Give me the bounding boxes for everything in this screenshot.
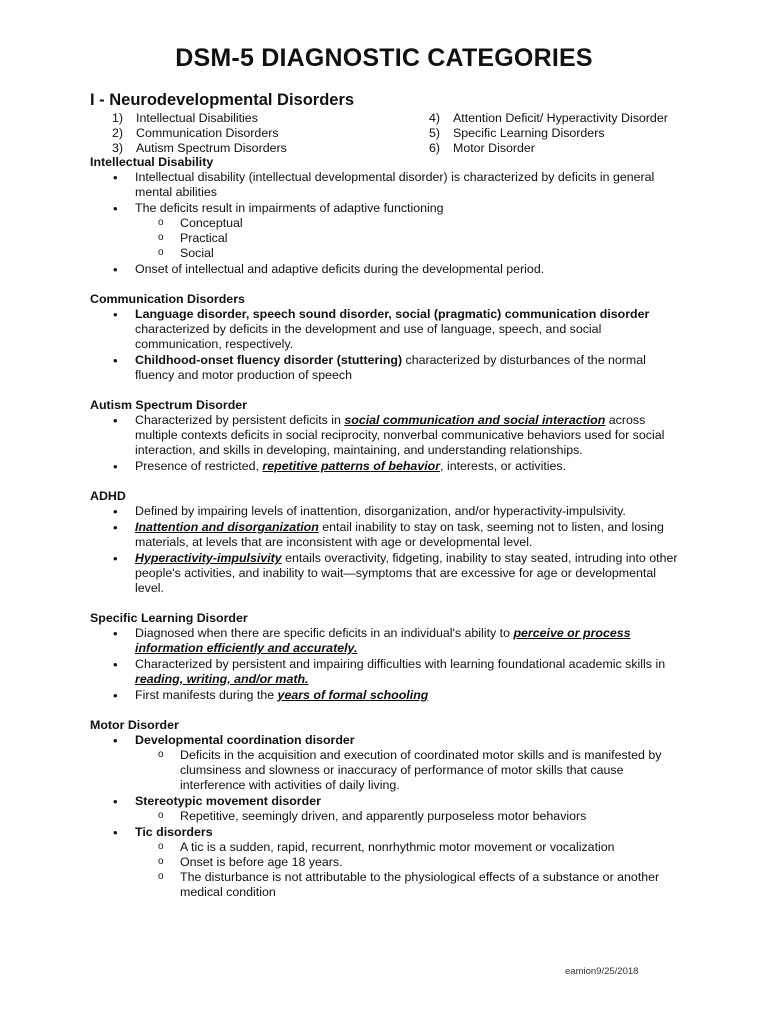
sub-list: [135, 216, 680, 261]
toc-item: [112, 141, 287, 156]
bold-term: Developmental coordination disorder: [135, 733, 355, 747]
bold-term: Language disorder, speech sound disorder, social (pragmatic) communication disorder: [135, 307, 650, 321]
sub-list: [135, 809, 680, 824]
sub-list-item: o Deficits in the acquisition and execution of coordinated motor skills and is manifested by clumsiness and slowness or inaccuracy of performance of motor skills that cause interference with activities of daily living.: [135, 748, 680, 793]
list-item-text: characterized by deficits in the development and use of language, speech, and social communication, respectively.: [135, 322, 602, 351]
list-item: [90, 688, 680, 703]
sub-list: [135, 748, 680, 793]
learning-disorder-list: [90, 626, 680, 703]
motor-disorder-list: [90, 733, 680, 900]
bold-term: Tic disorders: [135, 825, 213, 839]
list-item: [90, 262, 680, 277]
footer-author-date: eamion9/25/2018: [565, 966, 639, 977]
sub-list-item: o Conceptual: [135, 216, 680, 231]
list-item: [90, 551, 680, 596]
autism-list: [90, 413, 680, 474]
emphasis-term: Hyperactivity-impulsivity: [135, 551, 282, 565]
list-item-text: across multiple contexts deficits in social reciprocity, nonverbal communicative behaviors used for social interaction, and skills in developing, maintaining, and understanding relationships.: [135, 413, 665, 457]
list-item: [90, 657, 680, 687]
adhd-list: [90, 504, 680, 596]
intellectual-disability-list: [90, 170, 680, 277]
list-item: [90, 353, 680, 383]
adhd-heading: ADHD: [90, 489, 126, 503]
list-item-text: First manifests during the: [135, 688, 278, 702]
list-item: [90, 504, 680, 519]
list-item: [90, 201, 680, 261]
bold-term: Childhood-onset fluency disorder (stuttering): [135, 353, 403, 367]
list-item-text: characterized by disturbances of the normal fluency and motor production of speech: [135, 353, 646, 382]
list-item-text: The deficits result in impairments of adaptive functioning: [135, 201, 444, 215]
list-item: [90, 459, 680, 474]
toc-number: 3): [112, 141, 124, 155]
sub-list-item: o The disturbance is not attributable to the physiological effects of a substance or another medical condition: [135, 870, 680, 900]
list-item-text: entail inability to stay on task, seeming not to listen, and losing materials, at levels that are inconsistent with age or developmental level.: [135, 520, 664, 549]
toc-right-column: [429, 111, 668, 156]
sub-list-item: o Repetitive, seemingly driven, and apparently purposeless motor behaviors: [135, 809, 680, 824]
list-item: [90, 733, 680, 793]
toc-label: Intellectual Disabilities: [136, 111, 258, 125]
toc-number: 5): [429, 126, 441, 140]
list-item: [90, 170, 680, 200]
toc-number: 6): [429, 141, 441, 155]
list-item-text: Characterized by persistent and impairing difficulties with learning foundational academic skills in: [135, 657, 666, 671]
list-item: [90, 825, 680, 900]
toc-item: [429, 126, 668, 141]
toc-number: 4): [429, 111, 441, 125]
list-item: [90, 794, 680, 824]
list-item-text: Characterized by persistent deficits in: [135, 413, 345, 427]
motor-disorder-heading: Motor Disorder: [90, 718, 179, 732]
list-item-text: Intellectual disability (intellectual developmental disorder) is characterized by deficits in general mental abilities: [135, 170, 655, 199]
toc-item: [429, 141, 668, 156]
list-item-text: Diagnosed when there are specific deficits in an individual's ability to: [135, 626, 514, 640]
communication-disorders-heading: Communication Disorders: [90, 292, 245, 306]
sub-list-item: o A tic is a sudden, rapid, recurrent, nonrhythmic motor movement or vocalization: [135, 840, 680, 855]
document-body: [90, 155, 680, 901]
toc-left-column: [112, 111, 287, 156]
page-title: DSM-5 DIAGNOSTIC CATEGORIES: [175, 44, 593, 72]
emphasis-term: repetitive patterns of behavior: [262, 459, 441, 473]
list-item: [90, 413, 680, 458]
intellectual-disability-heading: Intellectual Disability: [90, 155, 214, 169]
list-item-text: Defined by impairing levels of inattention, disorganization, and/or hyperactivity-impulsivity.: [135, 504, 626, 518]
toc-label: Attention Deficit/ Hyperactivity Disorder: [453, 111, 668, 125]
toc-item: [112, 111, 287, 126]
list-item-text: , interests, or activities.: [440, 459, 567, 473]
list-item-text: entails overactivity, fidgeting, inability to stay seated, intruding into other people's activities, and inability to wait—symptoms that are excessive for age or developmental level.: [135, 551, 678, 595]
toc-label: Autism Spectrum Disorders: [136, 141, 287, 155]
sub-list-item: o Onset is before age 18 years.: [135, 855, 680, 870]
toc-number: 1): [112, 111, 124, 125]
toc-label: Specific Learning Disorders: [453, 126, 605, 140]
toc-item: [112, 126, 287, 141]
toc-number: 2): [112, 126, 124, 140]
toc-item: [429, 111, 668, 126]
autism-heading: Autism Spectrum Disorder: [90, 398, 247, 412]
sub-list-item: o Social: [135, 246, 680, 261]
sub-list: [135, 840, 680, 900]
list-item: [90, 626, 680, 656]
sub-list-item: o Practical: [135, 231, 680, 246]
emphasis-term: social communication and social interaction: [344, 413, 606, 427]
learning-disorder-heading: Specific Learning Disorder: [90, 611, 248, 625]
emphasis-term: perceive or process information efficiently and accurately.: [135, 626, 631, 655]
bold-term: Stereotypic movement disorder: [135, 794, 321, 808]
list-item-text: Onset of intellectual and adaptive deficits during the developmental period.: [135, 262, 545, 276]
emphasis-term: years of formal schooling: [277, 688, 429, 702]
emphasis-term: reading, writing, and/or math.: [135, 672, 309, 686]
list-item: [90, 520, 680, 550]
list-item-text: Presence of restricted,: [135, 459, 263, 473]
emphasis-term: Inattention and disorganization: [135, 520, 319, 534]
toc-label: Motor Disorder: [453, 141, 535, 155]
section-title: I - Neurodevelopmental Disorders: [90, 91, 355, 109]
list-item: [90, 307, 680, 352]
toc-label: Communication Disorders: [136, 126, 279, 140]
communication-disorders-list: [90, 307, 680, 383]
